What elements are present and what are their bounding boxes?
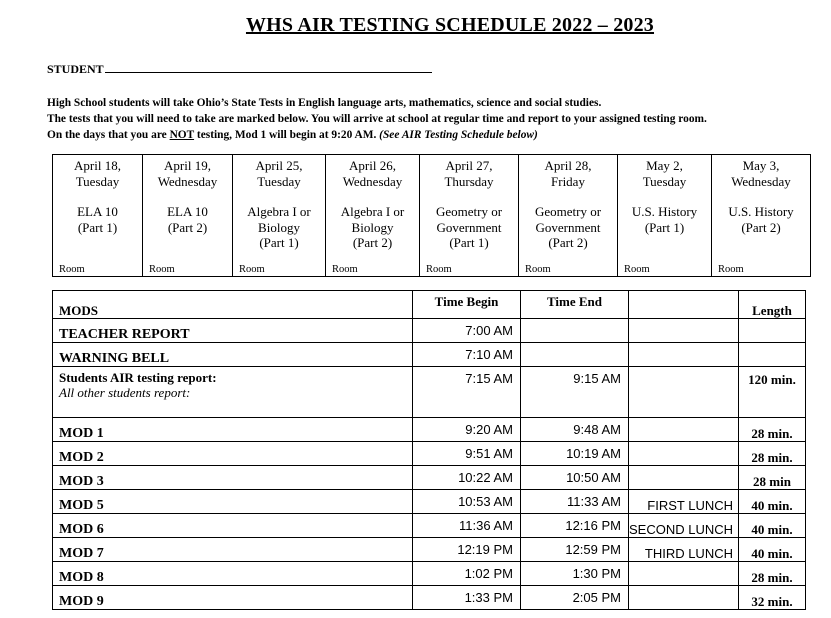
room-label: Room <box>624 264 650 275</box>
row-time-begin: 9:51 AM <box>413 442 521 466</box>
test-day-cell[interactable] <box>519 155 618 277</box>
other-students-label: All other students report: <box>59 385 191 400</box>
intro-not-word: NOT <box>169 129 195 141</box>
row-length: 32 min. <box>739 586 806 610</box>
row-time-begin: 7:15 AM <box>413 367 521 418</box>
test-day-weekday: Wednesday <box>342 173 403 189</box>
room-label: Room <box>239 264 265 275</box>
test-day-cell[interactable] <box>326 155 420 277</box>
row-note <box>629 586 739 610</box>
test-day-cell[interactable] <box>233 155 326 277</box>
header-note <box>629 291 739 319</box>
row-time-begin: 9:20 AM <box>413 418 521 442</box>
intro-line-3 <box>47 127 707 143</box>
row-note <box>629 319 739 343</box>
row-time-begin: 7:00 AM <box>413 319 521 343</box>
test-subject-alt: Government <box>535 219 601 235</box>
room-label: Room <box>426 264 452 275</box>
student-label: STUDENT <box>47 62 104 76</box>
test-day-cell[interactable] <box>143 155 233 277</box>
room-label: Room <box>149 264 175 275</box>
test-name: Algebra I or <box>340 204 405 219</box>
row-length: 28 min. <box>739 418 806 442</box>
test-part: (Part 1) <box>449 235 489 250</box>
row-name: MOD 9 <box>53 586 413 610</box>
row-note <box>629 418 739 442</box>
row-name: MOD 2 <box>53 442 413 466</box>
row-time-end: 9:48 AM <box>521 418 629 442</box>
test-day-date: April 27, <box>445 158 493 173</box>
test-part: (Part 2) <box>352 235 393 250</box>
row-time-end: 12:59 PM <box>521 538 629 562</box>
test-day-date: April 19, <box>164 158 211 173</box>
row-name <box>53 367 413 418</box>
test-name: U.S. History <box>631 204 698 219</box>
test-day-date: April 18, <box>74 158 121 173</box>
row-name: MOD 5 <box>53 490 413 514</box>
row-length <box>739 319 806 343</box>
table-row <box>53 586 806 610</box>
intro-line-2: The tests that you will need to take are marked below. You will arrive at school at regular time and report to your assigned testing room. <box>47 113 707 125</box>
test-part: (Part 2) <box>741 219 781 235</box>
test-name: U.S. History <box>728 204 794 219</box>
schedule-header-row <box>53 291 806 319</box>
table-row <box>53 418 806 442</box>
test-day-weekday: Tuesday <box>257 173 301 189</box>
test-day-weekday: Wednesday <box>731 173 791 189</box>
row-note: SECOND LUNCH <box>629 514 739 538</box>
row-time-end: 12:16 PM <box>521 514 629 538</box>
test-day-weekday: Wednesday <box>157 173 218 189</box>
row-length: 40 min. <box>739 538 806 562</box>
header-time-begin: Time Begin <box>413 291 521 319</box>
row-note <box>629 343 739 367</box>
row-time-begin: 10:53 AM <box>413 490 521 514</box>
test-day-date: May 3, <box>742 158 780 173</box>
room-label: Room <box>718 264 744 275</box>
table-row <box>53 514 806 538</box>
mod-schedule-table <box>52 290 806 610</box>
row-time-end: 10:50 AM <box>521 466 629 490</box>
row-name: MOD 7 <box>53 538 413 562</box>
row-length: 120 min. <box>739 367 806 418</box>
intro-line-1: High School students will take Ohio’s State Tests in English language arts, mathematics, science and social studies. <box>47 97 602 109</box>
room-label: Room <box>332 264 358 275</box>
row-note: FIRST LUNCH <box>629 490 739 514</box>
row-name: MOD 6 <box>53 514 413 538</box>
row-time-end <box>521 343 629 367</box>
test-day-weekday: Tuesday <box>642 173 687 189</box>
row-length: 28 min. <box>739 442 806 466</box>
test-name: ELA 10 <box>167 204 208 219</box>
row-time-begin: 12:19 PM <box>413 538 521 562</box>
test-day-date: April 25, <box>255 158 303 173</box>
test-part: (Part 2) <box>167 219 208 235</box>
title-text: WHS AIR TESTING SCHEDULE 2022 – 2023 <box>245 14 655 36</box>
table-row <box>53 538 806 562</box>
row-time-begin: 1:02 PM <box>413 562 521 586</box>
test-name: Algebra I or <box>247 204 311 219</box>
test-part: (Part 1) <box>644 219 685 235</box>
student-name-line[interactable] <box>105 61 432 73</box>
test-name: ELA 10 <box>77 204 118 219</box>
header-mods: MODS <box>53 291 413 319</box>
test-days-table <box>52 154 811 277</box>
row-time-end: 10:19 AM <box>521 442 629 466</box>
row-time-begin: 10:22 AM <box>413 466 521 490</box>
row-name: MOD 8 <box>53 562 413 586</box>
test-subject-alt: Government <box>436 219 502 235</box>
test-day-cell[interactable] <box>53 155 143 277</box>
test-day-weekday: Tuesday <box>75 173 120 189</box>
test-day-date: May 2, <box>646 158 683 173</box>
row-time-begin: 1:33 PM <box>413 586 521 610</box>
test-day-cell[interactable] <box>618 155 712 277</box>
row-length: 40 min. <box>739 514 806 538</box>
row-name: MOD 1 <box>53 418 413 442</box>
row-name: WARNING BELL <box>53 343 413 367</box>
table-row <box>53 442 806 466</box>
row-note: THIRD LUNCH <box>629 538 739 562</box>
row-length: 28 min <box>739 466 806 490</box>
test-day-cell[interactable] <box>420 155 519 277</box>
test-part: (Part 1) <box>259 235 299 250</box>
row-length: 40 min. <box>739 490 806 514</box>
test-part: (Part 2) <box>548 235 588 250</box>
header-time-end: Time End <box>521 291 629 319</box>
row-note <box>629 442 739 466</box>
test-part: (Part 1) <box>77 219 118 235</box>
row-length <box>739 343 806 367</box>
row-time-end: 11:33 AM <box>521 490 629 514</box>
students-air-label: Students AIR testing report: <box>59 370 217 385</box>
intro-text <box>47 95 707 143</box>
table-row <box>53 490 806 514</box>
test-subject-alt: Biology <box>258 219 300 235</box>
table-row <box>53 319 806 343</box>
page-title <box>0 14 831 37</box>
test-day-weekday: Thursday <box>444 173 494 189</box>
test-name: Geometry or <box>534 204 602 219</box>
row-time-end <box>521 319 629 343</box>
row-time-end: 2:05 PM <box>521 586 629 610</box>
row-time-end: 9:15 AM <box>521 367 629 418</box>
row-note <box>629 367 739 418</box>
test-day-date: April 28, <box>544 158 592 173</box>
row-note <box>629 466 739 490</box>
test-day-date: April 26, <box>349 158 396 173</box>
table-row <box>53 367 806 418</box>
row-name: TEACHER REPORT <box>53 319 413 343</box>
test-day-weekday: Friday <box>551 173 585 189</box>
row-time-begin: 7:10 AM <box>413 343 521 367</box>
intro-line-3-b: testing, Mod 1 will begin at 9:20 AM. <box>194 129 380 141</box>
test-day-cell[interactable] <box>712 155 811 277</box>
test-subject-alt: Biology <box>351 219 394 235</box>
row-name: MOD 3 <box>53 466 413 490</box>
room-label: Room <box>525 264 551 275</box>
room-label: Room <box>59 264 85 275</box>
header-length: Length <box>739 291 806 319</box>
row-time-end: 1:30 PM <box>521 562 629 586</box>
row-length: 28 min. <box>739 562 806 586</box>
table-row <box>53 562 806 586</box>
student-field <box>47 61 432 77</box>
row-time-begin: 11:36 AM <box>413 514 521 538</box>
test-name: Geometry or <box>435 204 503 219</box>
intro-see-schedule: (See AIR Testing Schedule below) <box>379 129 538 141</box>
table-row <box>53 466 806 490</box>
row-note <box>629 562 739 586</box>
table-row <box>53 343 806 367</box>
intro-line-3-a: On the days that you are <box>47 129 170 141</box>
